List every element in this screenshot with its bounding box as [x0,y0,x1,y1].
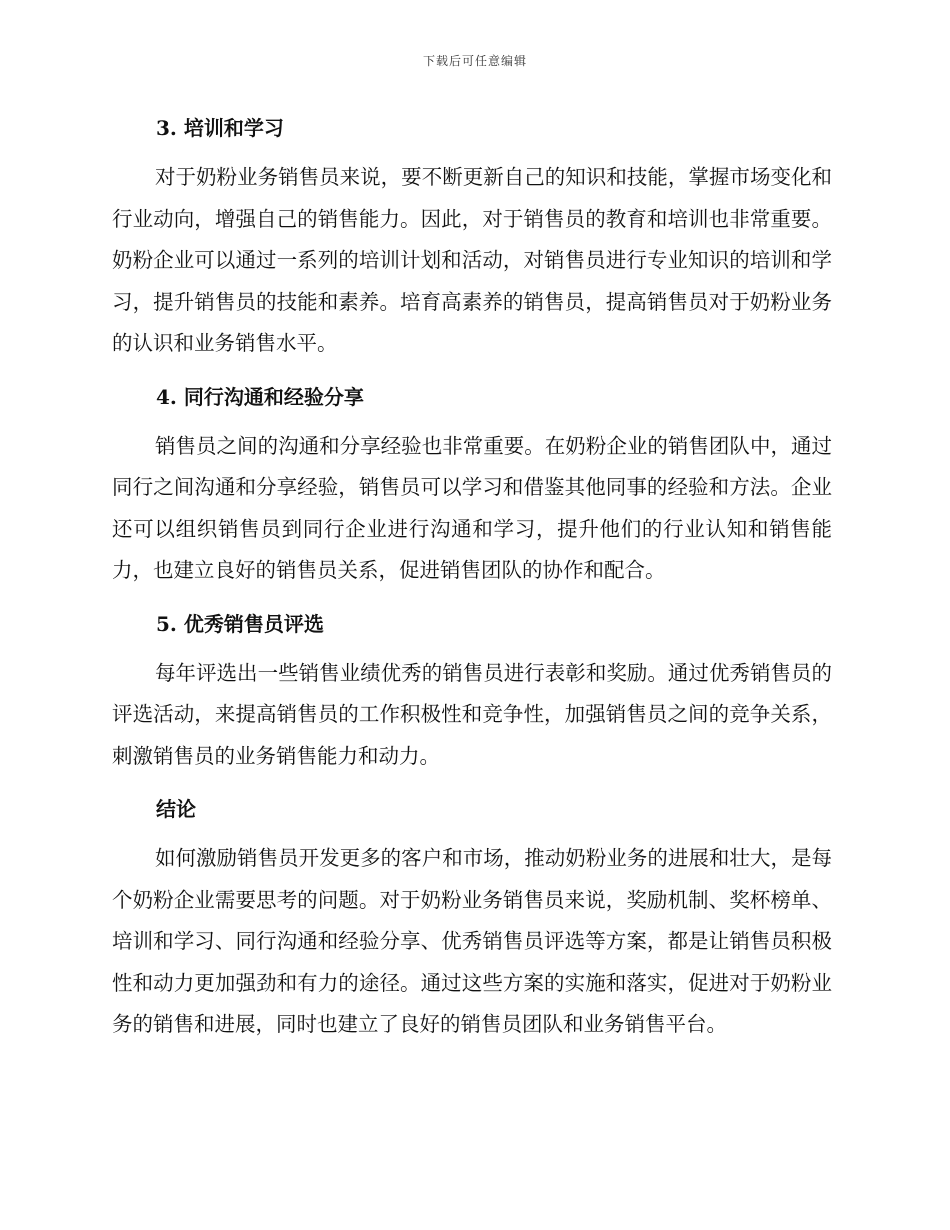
section-heading: 5. 优秀销售员评选 [156,611,324,636]
page-header: 下载后可任意编辑 [422,54,527,68]
section-heading: 3. 培训和学习 [156,116,284,140]
section-paragraph: 每年评选出一些销售业绩优秀的销售员进行表彰和奖励。通过优秀销售员的评选活动，来提高销售员的工作积极性和竞争性，加强销售员之间的竞争关系，刺激销售员的业务销售能力和动力。 [112,660,832,768]
section-conclusion [112,789,832,1046]
section-peer-communication [112,377,832,592]
document-body [112,108,832,1046]
section-heading: 结论 [156,797,196,821]
section-heading: 4. 同行沟通和经验分享 [156,384,364,409]
section-training [112,108,832,365]
section-top-sales-selection [112,604,832,778]
section-paragraph: 对于奶粉业务销售员来说，要不断更新自己的知识和技能，掌握市场变化和行业动向，增强自己的销售能力。因此，对于销售员的教育和培训也非常重要。奶粉企业可以通过一系列的培训计划和活动，对销售员进行专业知识的培训和学习，提升销售员的技能和素养。培育高素养的销售员，提高销售员对于奶粉业务的认识和业务销售水平。 [112,165,832,355]
section-paragraph: 销售员之间的沟通和分享经验也非常重要。在奶粉企业的销售团队中，通过同行之间沟通和分享经验，销售员可以学习和借鉴其他同事的经验和方法。企业还可以组织销售员到同行企业进行沟通和学习，提升他们的行业认知和销售能力，也建立良好的销售员关系，促进销售团队的协作和配合。 [112,433,832,582]
section-paragraph: 如何激励销售员开发更多的客户和市场，推动奶粉业务的进展和壮大，是每个奶粉企业需要思考的问题。对于奶粉业务销售员来说，奖励机制、奖杯榜单、培训和学习、同行沟通和经验分享、优秀销售员评选等方案，都是让销售员积极性和动力更加强劲和有力的途径。通过这些方案的实施和落实，促进对于奶粉业务的销售和进展，同时也建立了良好的销售员团队和业务销售平台。 [112,846,832,1036]
